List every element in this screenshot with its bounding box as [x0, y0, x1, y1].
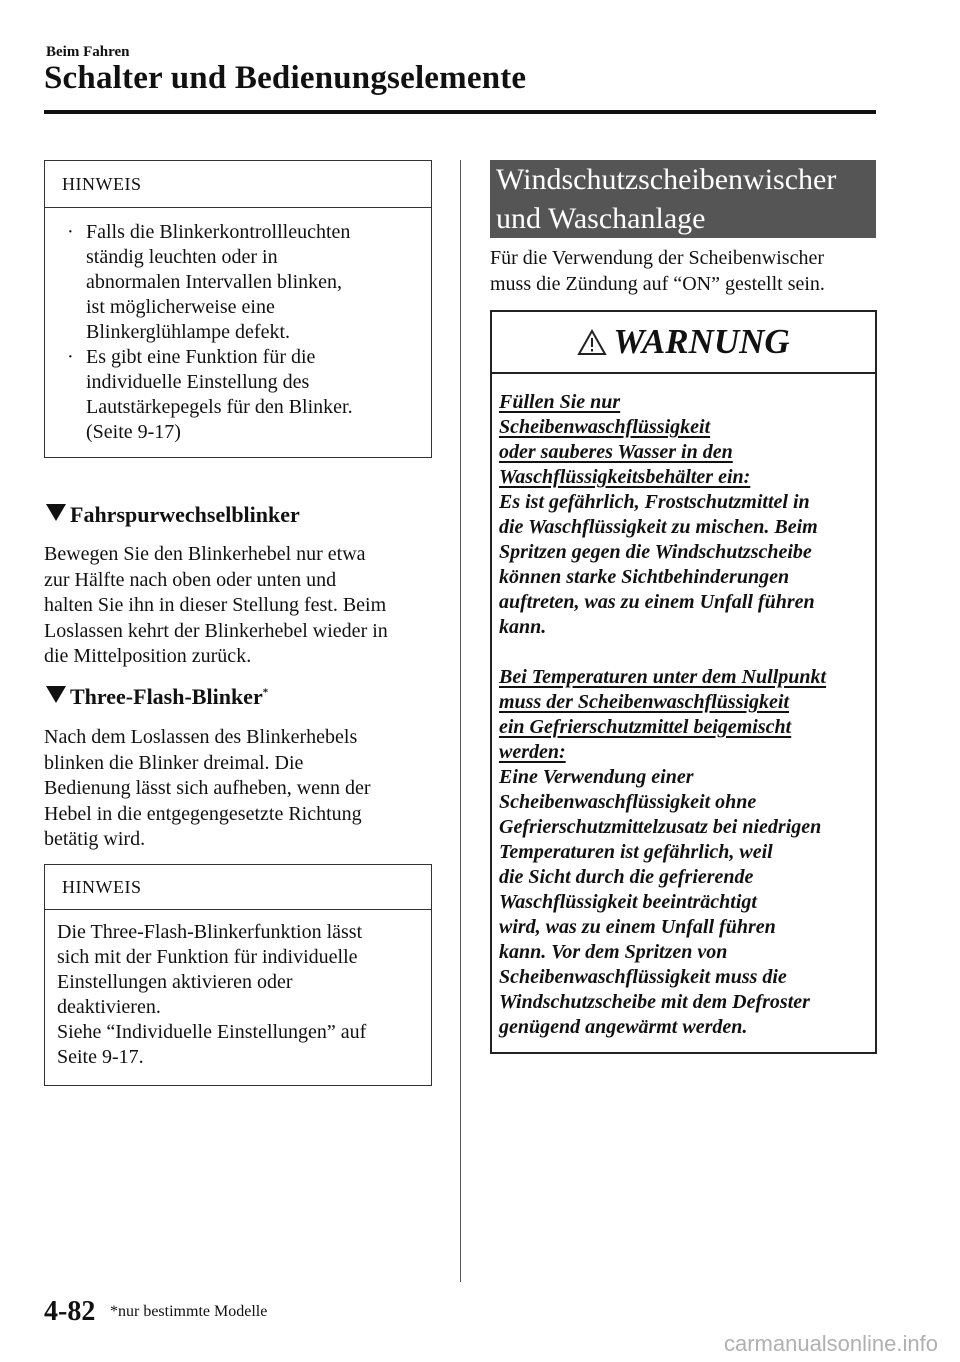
warning-title-line: muss der Scheibenwaschflüssigkeit [499, 691, 790, 713]
section-banner-wiper [490, 160, 876, 238]
note-line: sich mit der Funktion für individuelle [57, 946, 358, 968]
warning-line: die Sicht durch die gefrierende [499, 866, 754, 888]
warning-heading-text: WARNUNG [613, 322, 790, 361]
note-bullet [61, 220, 421, 345]
subheading-text: Fahrspurwechselblinker [70, 502, 300, 527]
note-line: Einstellungen aktivieren oder [57, 971, 293, 993]
warning-line: Eine Verwendung einer [499, 766, 694, 788]
text-line: betätig wird. [44, 828, 146, 850]
warning-line: Scheibenwaschflüssigkeit ohne [499, 791, 757, 813]
note-body [45, 910, 431, 1070]
paragraph-wiper-intro [490, 246, 825, 297]
paragraph-lane-change [44, 542, 388, 670]
warning-body [492, 374, 875, 1040]
footnote: *nur bestimmte Modelle [110, 1303, 268, 1320]
note-line: Siehe “Individuelle Einstellungen” auf [57, 1021, 367, 1043]
note-heading: HINWEIS [45, 161, 431, 208]
text-line: blinken die Blinker dreimal. Die [44, 751, 304, 774]
note-line: ständig leuchten oder in [86, 246, 278, 268]
warning-line: kann. Vor dem Spritzen von [499, 941, 728, 963]
bullet-dot-icon: · [67, 346, 74, 368]
warning-line: können starke Sichtbehinderungen [499, 566, 790, 588]
note-line: individuelle Einstellung des [86, 371, 310, 393]
subheading-text: Three-Flash-Blinker [70, 684, 263, 709]
text-line: muss die Zündung auf “ON” gestellt sein. [490, 272, 825, 295]
banner-line: Windschutzscheibenwischer [496, 163, 837, 196]
warning-line: wird, was zu einem Unfall führen [499, 916, 776, 938]
text-line: die Mittelposition zurück. [44, 645, 252, 667]
warning-box [490, 310, 877, 1054]
note-box-three-flash [44, 864, 432, 1086]
text-line: Für die Verwendung der Scheibenwischer [490, 247, 824, 269]
warning-title-line: Scheibenwaschflüssigkeit [499, 416, 711, 438]
page-number: 4-82 [44, 1296, 96, 1327]
text-line: Nach dem Loslassen des Blinkerhebels [44, 726, 358, 748]
text-line: Loslassen kehrt der Blinkerhebel wieder in [44, 619, 388, 642]
note-line: abnormalen Intervallen blinken, [86, 271, 343, 293]
note-line: Es gibt eine Funktion für die [86, 346, 316, 368]
watermark: carmanualsonline.info [723, 1331, 938, 1356]
column-divider [460, 160, 461, 1282]
warning-title-line: oder sauberes Wasser in den [499, 441, 733, 463]
text-line: Bedienung lässt sich aufheben, wenn der [44, 777, 371, 799]
note-line: deaktivieren. [57, 996, 161, 1018]
triangle-down-icon [46, 504, 66, 521]
warning-gap [499, 640, 869, 665]
warning-title-line: Füllen Sie nur [499, 391, 621, 413]
note-line: Falls die Blinkerkontrollleuchten [86, 221, 351, 243]
warning-line: Es ist gefährlich, Frostschutzmittel in [499, 491, 810, 513]
note-line: Seite 9-17. [57, 1046, 144, 1068]
warning-triangle-icon [577, 329, 607, 356]
bullet-dot-icon: · [67, 221, 74, 243]
note-bullet [61, 345, 421, 445]
text-line: halten Sie ihn in dieser Stellung fest. Beim [44, 594, 387, 616]
text-line: Bewegen Sie den Blinkerhebel nur etwa [44, 543, 366, 565]
warning-line: Waschflüssigkeit beeinträchtigt [499, 891, 757, 913]
warning-line: kann. [499, 616, 547, 638]
note-line: Lautstärkepegels für den Blinker. [86, 396, 353, 418]
warning-line: Temperaturen ist gefährlich, weil [499, 841, 773, 863]
page-title: Schalter und Bedienungselemente [44, 60, 527, 96]
warning-title-line: Bei Temperaturen unter dem Nullpunkt [499, 666, 827, 688]
warning-title-line: ein Gefrierschutzmittel beigemischt [499, 716, 792, 738]
note-line: Blinkerglühlampe defekt. [86, 321, 291, 343]
text-line: Hebel in die entgegengesetzte Richtung [44, 802, 362, 825]
warning-title-line: Waschflüssigkeitsbehälter ein: [499, 466, 751, 488]
paragraph-three-flash [44, 725, 371, 853]
subheading-lane-change [46, 502, 300, 528]
note-box-turn-signal [44, 160, 432, 458]
subheading-three-flash [46, 684, 268, 710]
warning-line: auftreten, was zu einem Unfall führen [499, 591, 815, 613]
note-line: (Seite 9-17) [86, 421, 181, 443]
footnote-marker: * [262, 686, 269, 699]
banner-line: und Waschanlage [496, 202, 706, 235]
warning-line: Windschutzscheibe mit dem Defroster [499, 991, 810, 1013]
warning-heading [492, 312, 875, 374]
note-line: Die Three-Flash-Blinkerfunktion lässt [57, 921, 363, 943]
note-line: ist möglicherweise eine [86, 296, 275, 318]
warning-line: genügend angewärmt werden. [499, 1016, 748, 1038]
note-heading: HINWEIS [45, 865, 431, 910]
warning-line: Spritzen gegen die Windschutzscheibe [499, 541, 812, 563]
warning-line: Gefrierschutzmittelzusatz bei niedrigen [499, 816, 822, 838]
warning-line: die Waschflüssigkeit zu mischen. Beim [499, 516, 818, 538]
triangle-down-icon [46, 686, 66, 703]
warning-title-line: werden: [499, 741, 566, 763]
section-label: Beim Fahren [46, 44, 130, 60]
warning-line: Scheibenwaschflüssigkeit muss die [499, 966, 787, 988]
text-line: zur Hälfte nach oben oder unten und [44, 568, 337, 591]
note-body [45, 208, 431, 445]
header-rule [44, 110, 876, 114]
